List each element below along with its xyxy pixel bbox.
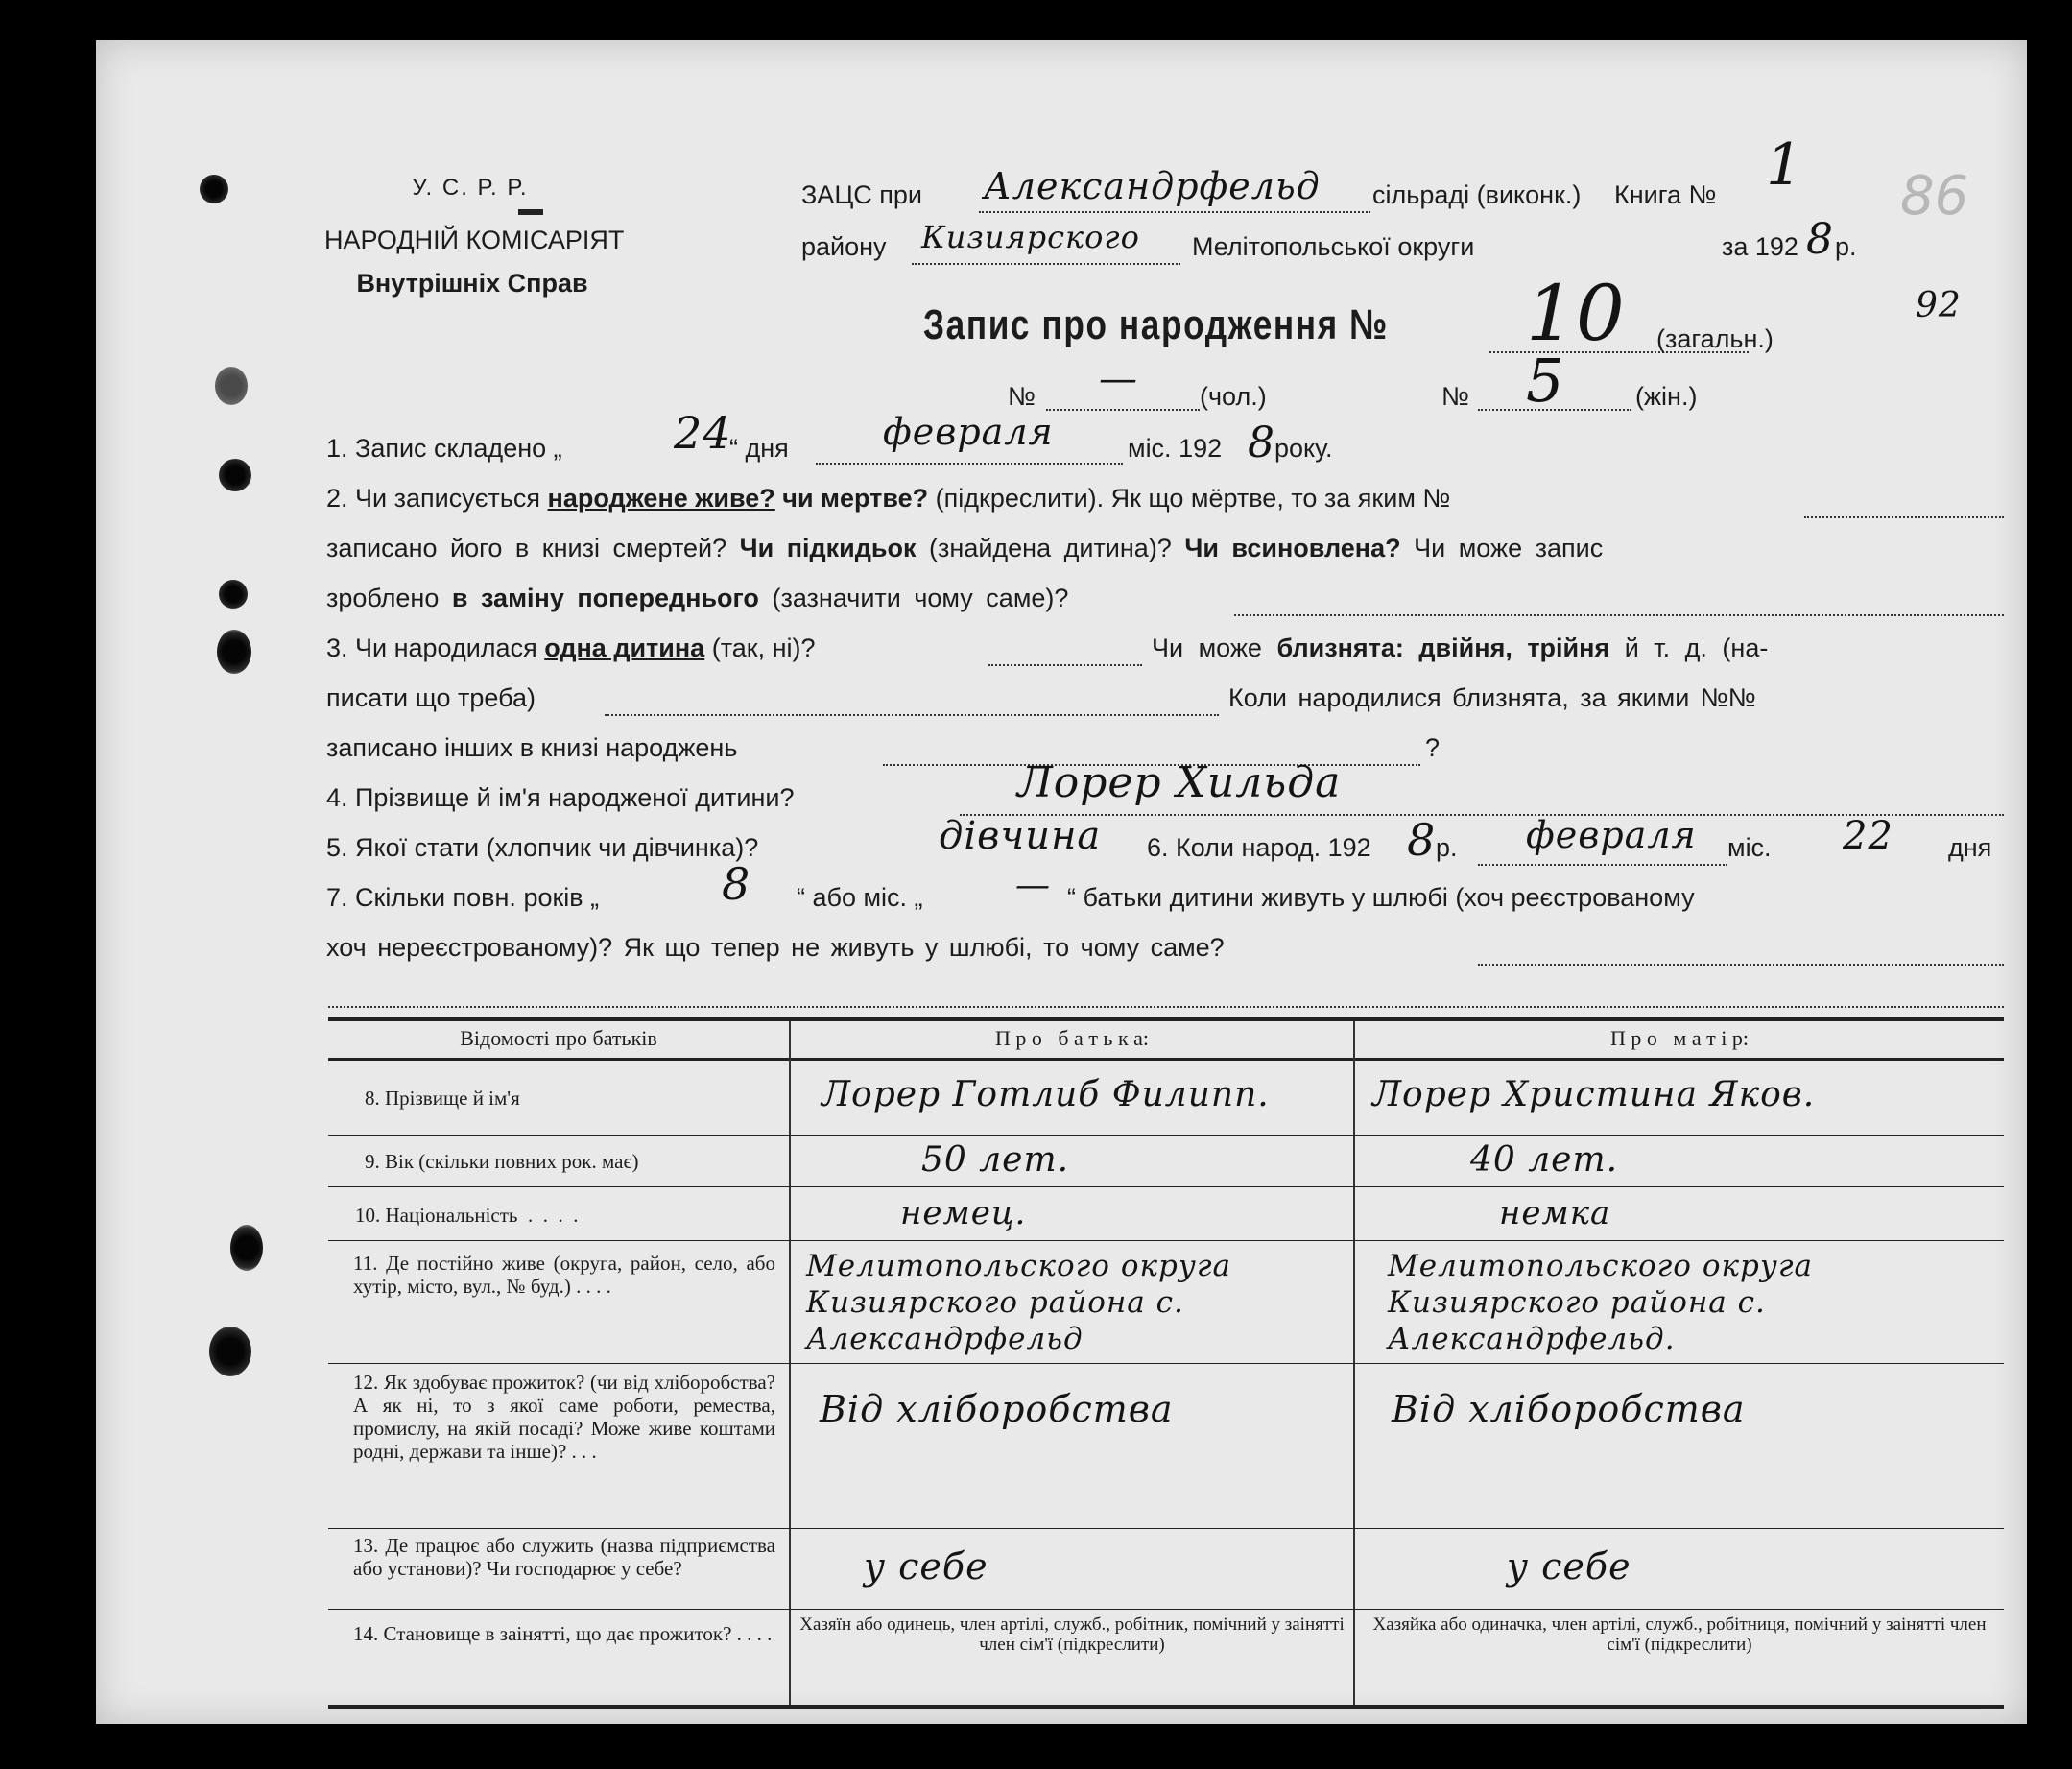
q6-label: 6. Коли народ. 192 (1147, 833, 1371, 862)
punch-hole (230, 1225, 263, 1271)
q7-text-c: “ батьки дитини живуть у шлюбі (хоч реєстрованому (1067, 883, 1695, 912)
table-row-label: 10. Національність . . . . (355, 1204, 579, 1227)
q2-text-l2-a: записано його в книзі смертей? (326, 534, 727, 562)
female-number-handwritten: 5 (1526, 346, 1565, 416)
table-row-label: 9. Вік (скільки повних рок. має) (365, 1150, 639, 1173)
blank-line (1804, 516, 2004, 518)
q6-r-label: р. (1436, 833, 1458, 862)
q5-label: 5. Якої стати (хлопчик чи дівчинка)? (326, 833, 759, 862)
father-age-handwritten: 50 лет. (921, 1140, 1070, 1180)
q3-line-1b (1152, 633, 1768, 663)
divider (518, 209, 543, 215)
table-head-mother: П р о м а т і р: (1610, 1026, 1749, 1050)
table-row-label: 13. Де працює або служить (назва підприємства або установи)? Чи господарює у себе? (353, 1534, 775, 1580)
punch-hole (215, 367, 248, 405)
mother-status-options: Хазяйка або одиначка, член артілі, служб., робітниця, помічний у заінятті член сім'ї (підкреслити) (1372, 1614, 1987, 1655)
father-residence-handwritten: Мелитопольского округа Кизиярского района с. Александрфельд (806, 1249, 1231, 1356)
q1-month-handwritten: февраля (883, 411, 1054, 453)
table-column-divider (1353, 1021, 1355, 1709)
table-row-label: 12. Як здобуває прожиток? (чи від хліборобства? А як ні, то з якої саме роботи, ремества, промислу, на якій посаді? Може живе коштами родні, держави та інше)? . . . (353, 1371, 775, 1463)
q2-text-l2-e: Чи може запис (1414, 534, 1604, 562)
archive-margin-number-2: 92 (1916, 286, 1962, 325)
q7-months-handwritten: — (1015, 866, 1051, 905)
q4-label: 4. Прізвище й ім'я народженої дитини? (326, 783, 795, 812)
punch-hole (219, 580, 248, 609)
blank-line (1478, 409, 1631, 411)
q4-child-name-handwritten: Лорер Хильда (1017, 758, 1342, 807)
father-name-handwritten: Лорер Готлиб Филипп. (822, 1075, 1270, 1114)
okruha-label: Мелітопольської округи (1192, 232, 1475, 261)
blank-line (1046, 409, 1200, 411)
q3-text-d: Чи може (1152, 633, 1262, 662)
paper-sheet (96, 40, 2027, 1724)
zags-village-handwritten: Александрфельд (984, 165, 1321, 207)
blank-line (605, 714, 1219, 716)
q6-day-label: дня (1948, 833, 1992, 862)
table-row-label: 11. Де постійно живе (округа, район, село, або хутір, місто, вул., № буд.) . . . . (353, 1252, 775, 1298)
blank-line (988, 664, 1142, 666)
q7-text-a: 7. Скільки повн. років „ (326, 883, 600, 912)
q2-text-a: 2. Чи записується (326, 484, 541, 513)
punch-hole (217, 630, 251, 674)
table-top-border (328, 1017, 2004, 1021)
q1-text-d: року. (1274, 434, 1333, 463)
punch-hole (219, 459, 251, 491)
district-prefix: району (801, 232, 887, 261)
q2-stillborn: чи мертве? (782, 484, 929, 513)
q2-text-l2-c: (знайдена дитина)? (929, 534, 1172, 562)
row-divider (328, 1528, 2004, 1529)
female-no-label: № (1441, 382, 1469, 411)
q6-year-digit-handwritten: 8 (1407, 814, 1437, 866)
q6-month-label: міс. (1727, 833, 1772, 862)
district-handwritten: Кизиярского (921, 219, 1140, 255)
zags-suffix: сільраді (виконк.) (1372, 180, 1582, 209)
table-row-label: 8. Прізвище й ім'я (365, 1087, 520, 1110)
q3-text-c: (так, ні)? (711, 633, 816, 662)
table-row-label: 14. Становище в заінятті, що дає прожиток? . . . . (353, 1622, 773, 1645)
q3-text-l3-a: записано інших в книзі народжень (326, 733, 738, 762)
q3-twins: близнята: двійня, трійня (1276, 633, 1610, 662)
blank-line (328, 1006, 2004, 1008)
mother-name-handwritten: Лорер Христина Яков. (1372, 1075, 1816, 1114)
commissariat-label: НАРОДНІЙ КОМІСАРІЯТ (324, 226, 625, 254)
book-number-handwritten: 1 (1766, 131, 1804, 199)
q6-day-handwritten: 22 (1843, 814, 1893, 858)
q2-line-3 (326, 584, 1068, 613)
mother-occupation-handwritten: Від хліборобства (1392, 1388, 1746, 1430)
q3-text-a: 3. Чи народилася (326, 633, 537, 662)
mother-workplace-handwritten: у себе (1507, 1545, 1631, 1588)
blank-line (1234, 614, 2004, 616)
q1-day-handwritten: 24 (674, 407, 732, 459)
q2-foundling: Чи підкидьок (739, 534, 917, 562)
row-divider (328, 1135, 2004, 1136)
father-occupation-handwritten: Від хліборобства (820, 1388, 1174, 1430)
general-label: (загальн.) (1656, 324, 1774, 353)
q3-line-1 (326, 633, 816, 663)
row-divider (328, 1609, 2004, 1610)
father-workplace-handwritten: у себе (864, 1545, 988, 1588)
q1-year-digit-handwritten: 8 (1248, 418, 1275, 467)
table-column-divider (789, 1021, 791, 1709)
book-label: Книга № (1614, 180, 1717, 209)
q2-born-alive: народжене живе? (547, 484, 775, 513)
q3-text-f: й т. д. (на- (1624, 633, 1769, 662)
q2-line-1 (326, 484, 1450, 514)
q6-month-handwritten: февраля (1526, 814, 1697, 856)
mother-age-handwritten: 40 лет. (1470, 1140, 1619, 1180)
q1-text-b: “ дня (729, 434, 789, 463)
mother-nationality-handwritten: немка (1499, 1194, 1611, 1232)
row-divider (328, 1363, 2004, 1364)
record-number-handwritten: 10 (1526, 269, 1626, 358)
q3-one-child: одна дитина (544, 633, 705, 662)
row-divider (328, 1186, 2004, 1187)
q2-text-l3-c: (зазначити чому саме)? (772, 584, 1069, 612)
q7-text-b: “ або міс. „ (797, 883, 923, 912)
blank-line (816, 463, 1123, 465)
q2-line-2 (326, 534, 1603, 563)
q3-text-l2-a: писати що треба) (326, 683, 536, 712)
male-number-handwritten: — (1099, 357, 1138, 401)
record-title: Запис про народження № (923, 301, 1389, 348)
zags-prefix: ЗАЦС при (801, 180, 923, 209)
year-prefix: за 192 (1722, 232, 1798, 261)
department-label: Внутрішніх Справ (356, 269, 588, 298)
table-head-label: Відомості про батьків (460, 1026, 657, 1050)
male-no-label: № (1008, 382, 1036, 411)
table-head-father: П р о б а т ь к а: (994, 1026, 1150, 1050)
q2-replacement: в заміну попереднього (451, 584, 759, 612)
punch-hole (200, 175, 228, 203)
punch-hole (209, 1327, 251, 1376)
q7-years-handwritten: 8 (722, 858, 751, 910)
q2-text-d: (підкреслити). Як що мёртве, то за яким № (935, 484, 1451, 513)
table-bottom-border (328, 1705, 2004, 1709)
father-nationality-handwritten: немец. (900, 1194, 1027, 1232)
q1-text-c: міс. 192 (1128, 434, 1223, 463)
father-status-options: Хазяїн або одинець, член артілі, служб., робітник, помічний у заінятті член сім'ї (підкреслити) (799, 1614, 1345, 1655)
archive-margin-number: 86 (1900, 165, 1969, 227)
blank-line (979, 211, 1370, 213)
blank-line (1478, 864, 1727, 866)
blank-line (912, 263, 1180, 265)
q2-text-l3-a: зроблено (326, 584, 440, 612)
blank-line (1478, 964, 2004, 966)
q5-sex-handwritten: дівчина (939, 814, 1102, 858)
q1-text-a: 1. Запис складено „ (326, 434, 562, 463)
q7-text-l2: хоч нереєстрованому)? Як що тепер не живуть у шлюбі, то чому саме? (326, 933, 1225, 962)
q3-text-l3-b: ? (1425, 733, 1441, 762)
female-label: (жін.) (1635, 382, 1698, 411)
q3-text-l2-b: Коли народилися близнята, за якими №№ (1228, 683, 1756, 712)
q2-adopted: Чи всиновлена? (1184, 534, 1401, 562)
year-digit-handwritten: 8 (1806, 215, 1834, 264)
row-divider (328, 1240, 2004, 1241)
republic-label: У. С. Р. Р. (412, 175, 529, 201)
male-label: (чол.) (1200, 382, 1267, 411)
year-suffix: р. (1835, 232, 1857, 261)
table-header-border (328, 1058, 2004, 1061)
mother-residence-handwritten: Мелитопольского округа Кизиярского района с. Александрфельд. (1388, 1249, 1813, 1356)
